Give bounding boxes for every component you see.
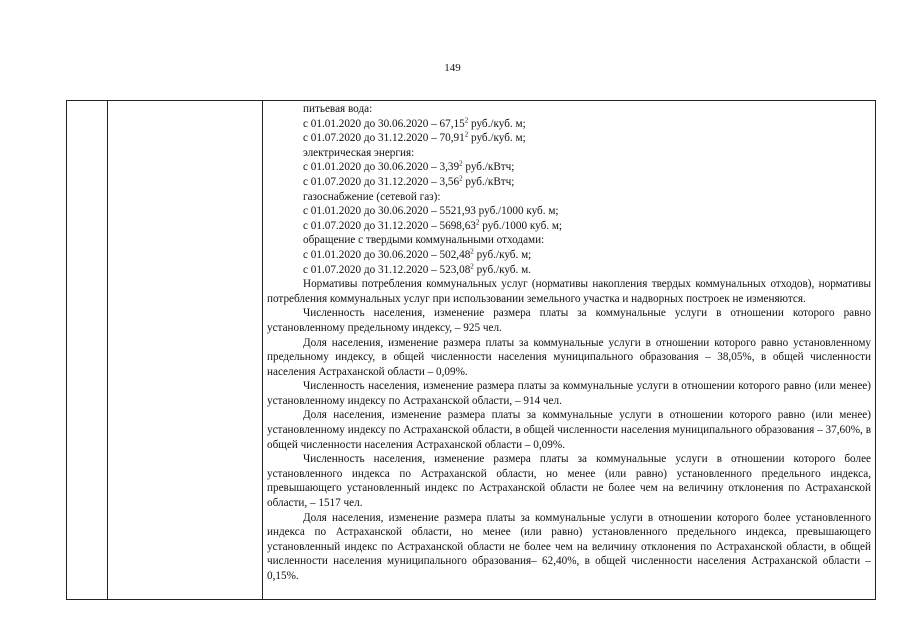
paragraph-population-count-regional: Численность населения, изменение размера платы за коммунальные услуги в отношении которого равно (или менее) установленному индексу по Астраханской области, – 914 чел. [267, 380, 871, 407]
tariff-line: газоснабжение (сетевой газ): [303, 190, 441, 203]
document-table [66, 100, 876, 600]
tariff-line: электрическая энергия: [303, 146, 415, 159]
page-number: 149 [444, 62, 461, 74]
paragraph-population-share-limit: Доля населения, изменение размера платы за коммунальные услуги в отношении которого равно установленному предельному индексу, в общей численности населения муниципального образования – 38,05%, в общей численности населения Астраханской области – 0,09%. [267, 336, 871, 378]
tariff-line: с 01.01.2020 до 30.06.2020 – 67,15$^2$ руб./куб. м; [303, 115, 526, 130]
paragraph-population-share-regional: Доля населения, изменение размера платы за коммунальные услуги в отношении которого равно (или менее) установленному индексу по Астраханской области, в общей численности населения муниципального образования – 37,60%, в общей численности населения Астраханской области – 0,09%. [267, 409, 871, 451]
tariff-line: с 01.01.2020 до 30.06.2020 – 5521,93 руб./1000 куб. м; [303, 205, 559, 218]
tariff-line: с 01.01.2020 до 30.06.2020 – 3,39$^2$ руб./кВтч; [303, 159, 515, 174]
table-cell-content [267, 102, 871, 584]
tariff-line: с 01.01.2020 до 30.06.2020 – 502,48$^2$ руб./куб. м; [303, 247, 532, 261]
tariff-line: с 01.07.2020 до 31.12.2020 – 523,08$^2$ руб./куб. м. [303, 261, 531, 276]
table-column-divider-1 [107, 101, 108, 599]
tariff-line: обращение с твердыми коммунальными отходами: [303, 234, 545, 247]
paragraph-population-share-above: Доля населения, изменение размера платы за коммунальные услуги в отношении которого более установленного индекса по Астраханской области, но менее (или равно) установленного предельного индекса, превышающего установленный индекс по Астраханской области не более чем на величину отклонения по Астраханской области, в общей численности населения муниципального образования– 62,40%, в общей численности населения Астраханской области – 0,15%. [267, 511, 871, 582]
paragraph-population-count-above: Численность населения, изменение размера платы за коммунальные услуги в отношении которого более установленного индекса по Астраханской области, но менее (или равно) установленного предельного индекса, превышающего установленный индекс по Астраханской области не более чем на величину отклонения по Астраханской области, – 1517 чел. [267, 453, 871, 510]
tariff-line: с 01.07.2020 до 31.12.2020 – 3,56$^2$ руб./кВтч; [303, 174, 515, 188]
paragraph-norms: Нормативы потребления коммунальных услуг (нормативы накопления твердых коммунальных отходов), нормативы потребления коммунальных услуг при использовании земельного участка и надворных построек не изменяются. [267, 278, 871, 305]
tariff-line: с 01.07.2020 до 31.12.2020 – 70,91$^2$ руб./куб. м; [303, 130, 526, 145]
table-column-divider-2 [262, 101, 263, 599]
tariff-line: с 01.07.2020 до 31.12.2020 – 5698,63$^2$ руб./1000 куб. м; [303, 218, 563, 232]
tariff-line: питьевая вода: [303, 103, 373, 115]
paragraph-population-count-limit: Численность населения, изменение размера платы за коммунальные услуги в отношении которого равно установленному предельному индексу, – 925 чел. [267, 307, 871, 334]
